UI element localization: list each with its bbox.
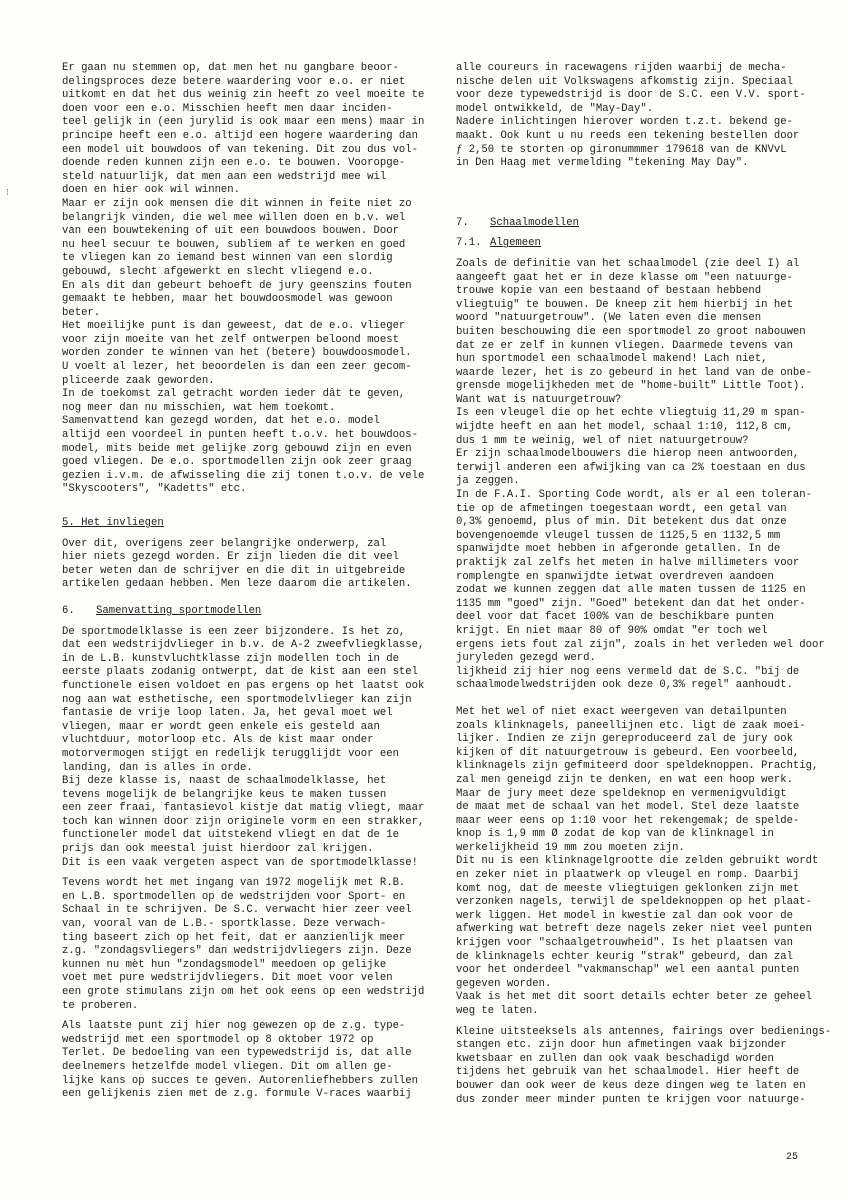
paragraph: Over dit, overigens zeer belangrijke onderwerp, zal hier niets gezegd worden. Er zijn lieden die dit veel beter weten dan de schrijver en die dit in uitgebreide artikelen gedaan hebben. Men leze daarom die artikelen.	[62, 537, 412, 591]
section-number: 6.	[62, 604, 75, 617]
section-title: Schaalmodellen	[490, 216, 580, 229]
paragraph: Er gaan nu stemmen op, dat men het nu gangbare beoor- delingsproces deze betere waardering voor e.o. er niet uitkomt en dat het dus weinig zin heeft zo veel moeite te doen voor een e.o. Misschien heeft men daar inciden- teel gelijk in (een jurylid is ook maar een mens) maar in principe heeft een e.o. altijd een hogere waardering dan een model uit bouwdoos of van tekening. Dit zou dus vol- doende reden kunnen zijn een e.o. te bouwen. Vooropge- steld natuurlijk, dat men aan een wedstrijd mee wil doen en hier ook wil winnen. Maar er zijn ook mensen die dit winnen in feite niet zo belangrijk vinden, die wel mee willen doen en b.v. wel van een bouwtekening of uit een bouwdoos bouwen. Door nu heel secuur te bouwen, subliem af te werken en goed te vliegen kan zo iemand best winnen van een slordig gebouwd, slecht afgewerkt en slecht vliegend e.o. En als dit dan gebeurt behoeft de jury geenszins fouten gemaakt te hebben, maar het bouwdoosmodel was gewoon beter. Het moeilijke punt is dan geweest, dat de e.o. vlieger voor zijn moeite van het zelf ontwerpen beloond moest worden zonder te winnen van het (betere) bouwdoosmodel. U voelt al lezer, het beoordelen is dan een zeer gecom- pliceerde zaak geworden. In de toekomst zal getracht worden ieder dât te geven, nog meer dan nu misschien, wat hem toekomt. Samenvattend kan gezegd worden, dat het e.o. model altijd een voordeel in punten heeft t.o.v. het bouwdoos- model, mits beide met gelijke zorg gebouwd zijn en even goed vliegen. De e.o. sportmodellen zijn ook zeer graag gezien i.v.m. de afwisseling die zij tonen t.o.v. de vele "Skyscooters", "Kadetts" etc.	[62, 62, 425, 496]
section-title: Algemeen	[490, 237, 541, 250]
section-title: Samenvatting sportmodellen	[96, 604, 262, 617]
page-number: 25	[786, 1152, 799, 1163]
section-heading-6	[62, 605, 414, 619]
right-column	[456, 62, 832, 1107]
section-heading-7-1	[456, 237, 796, 251]
paragraph: Tevens wordt het met ingang van 1972 mogelijk met R.B. en L.B. sportmodellen op de wedstrijden voor Sport- en Schaal in te schrijven. De S.C. verwacht hier zeer veel van, vooral van de L.B.- sportklasse. Deze verwach- ting baseert zich op het feit, dat er aanzienlijk meer z.g. "zondagsvliegers" dan wedstrijdvliegers zijn. Deze kunnen nu mèt hun "zondagsmodel" meedoen op gelijke voet met pure wedstrijdvliegers. Dit moet voor velen een grote stimulans zijn om het ook eens op een wedstrijd te proberen.	[62, 877, 425, 1012]
left-column	[62, 62, 425, 1102]
section-heading-5: 5. Het invliegen	[62, 517, 164, 529]
section-heading-7	[456, 217, 796, 231]
paragraph: Zoals de definitie van het schaalmodel (zie deel I) al aangeeft gaat het er in deze klasse om "een natuurge- trouwe kopie van een bestaand of bestaan hebbend vliegtuig" te bouwen. De kneep zit hem hierbij in het woord "natuurgetrouw". (We laten even die mensen buiten beschouwing die een sportmodel zo groot nabouwen dat ze er zelf in kunnen vliegen. Daarmede tevens van hun sportmodel een schaalmodel makend! Lach niet, waarde lezer, het is zo gebeurd in het land van de onbe- grensde mogelijkheden met de "home-built" Little Toot). Want wat is natuurgetrouw? Is een vleugel die op het echte vliegtuig 11,29 m span- wijdte heeft en aan het model, schaal 1:10, 112,8 cm, dus 1 mm te weinig, wel of niet natuurgetrouw? Er zijn schaalmodelbouwers die hierop neen antwoorden, terwijl anderen een afwijking van ca 2% toestaan en dus ja zeggen. In de F.A.I. Sporting Code wordt, als er al een toleran- tie op de afmetingen toegestaan wordt, een getal van 0,3% genoemd, plus of min. Dit betekent dus dat onze bovengenoemde vleugel tussen de 1125,5 en 1132,5 mm spanwijdte moet hebben in afgeronde getallen. In de praktijk zal zelfs het meten in halve millimeters voor romplengte en spanwijdte ietwat overdreven aandoen zodat we kunnen zeggen dat alle maten tussen de 1125 en 1135 mm "goed" zijn. "Goed" betekent dan dat het onder- deel voor dat facet 100% van de beschikbare punten krijgt. En niet maar 80 of 90% omdat "er toch wel ergens iets fout zal zijn", zoals in het verleden wel door juryleden gezegd werd. lijkheid zij hier nog eens vermeld dat de S.C. "bij de schaalmodelwedstrijden ook deze 0,3% regel" aanhoudt.	[456, 257, 825, 692]
paragraph: Met het wel of niet exact weergeven van detailpunten zoals klinknagels, paneellijnen etc. ligt de zaak moei- lijker. Indien ze zijn gereproduceerd zal de jury ook kijken of dit natuurgetrouw is gebeurd. Een voorbeeld, klinknagels zijn gefmiteerd door speldeknoppen. Prachtig, zal men geneigd zijn te denken, en wat een hoop werk. Maar de jury meet deze speldeknop en vermenigvuldigt de maat met de schaal van het model. Stel deze laatste maar weer eens op 1:10 voor het rekengemak; de spelde- knop is 1,9 mm Ø zodat de kop van de klinknagel in werkelijkheid 19 mm zou moeten zijn. Dit nu is een klinknagelgrootte die zelden gebruikt wordt en zeker niet in plaatwerk op vleugel en romp. Daarbij komt nog, dat de meeste vliegtuigen geklonken zijn met verzonken nagels, terwijl de speldeknoppen op het plaat- werk liggen. Het model in kwestie zal dan ook voor de afwerking wat betreft deze nagels zeker niet veel punten krijgen voor "schaalgetrouwheid". Is het plaatsen van de klinknagels echter keurig "strak" gebeurd, dan zal voor het onderdeel "vakmanschap" wel een aantal punten gegeven worden. Vaak is het met dit soort details echter beter ze geheel weg te laten.	[456, 705, 819, 1017]
paragraph: Als laatste punt zij hier nog gewezen op de z.g. type- wedstrijd met een sportmodel op 8 oktober 1972 op Terlet. De bedoeling van een typewedstrijd is, dat alle deelnemers hetzelfde model vliegen. Dit om allen ge- lijke kans op succes te geven. Autorenliefhebbers zullen een gelijkenis zien met de z.g. formule V-races waarbij	[62, 1020, 419, 1101]
paragraph: Kleine uitsteeksels als antennes, fairings over bedienings- stangen etc. zijn door hun afmetingen vaak bijzonder kwetsbaar en zullen dan ook vaak beschadigd worden tijdens het gebruik van het schaalmodel. Hier heeft de bouwer dan ook weer de keus deze dingen weg te laten en dus zonder meer minder punten te krijgen voor natuurge-	[456, 1025, 832, 1106]
section-number: 7.	[456, 216, 469, 229]
paragraph: alle coureurs in racewagens rijden waarbij de mecha- nische delen uit Volkswagens afkomstig zijn. Speciaal voor deze typewedstrijd is door de S.C. een V.V. sport- model ontwikkeld, de "May-Day". Nadere inlichtingen hierover worden t.z.t. bekend ge- maakt. Ook kunt u nu reeds een tekening bestellen door ƒ 2,50 te storten op gironummmer 179618 van de KNVvL in Den Haag met vermelding "tekening May Day".	[456, 62, 806, 170]
paragraph: De sportmodelklasse is een zeer bijzondere. Is het zo, dat een wedstrijdvlieger in b.v. de A-2 zweefvliegklasse, in de L.B. kunstvluchtklasse zijn modellen toch in de eerste plaats zodanig ontwerpt, dat de kist aan een stel functionele eisen voldoet en pas ergens op het laatst ook nog aan wat esthetische, een sportmodelvlieger kan zijn fantasie de vrije loop laten. Ja, het geval moet wel vliegen, maar er wordt geen enkele eis gesteld aan vluchtduur, motorloop etc. Als de kist maar onder motorvermogen stijgt en redelijk terugglijdt voor een landing, dan is alles in orde. Bij deze klasse is, naast de schaalmodelklasse, het tevens mogelijk de belangrijke keus te maken tussen een zeer fraai, fantasievol kistje dat matig vliegt, maar toch kan winnen door zijn originele vorm en een strakker, functioneler model dat uitstekend vliegt en dat de 1e prijs dan ook meestal juist hierdoor zal krijgen. Dit is een vaak vergeten aspect van de sportmodelklasse!	[62, 625, 425, 869]
margin-mark: ⁝	[6, 188, 9, 198]
section-number: 7.1.	[456, 237, 482, 250]
